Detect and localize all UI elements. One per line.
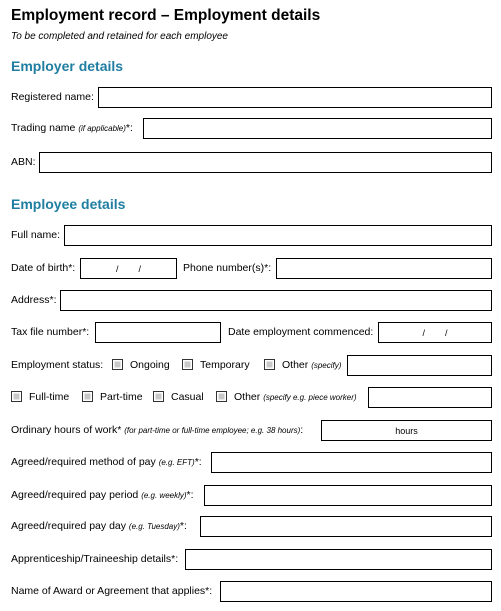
apprenticeship-label: Apprenticeship/Traineeship details*: — [11, 553, 179, 565]
full-name-label: Full name: — [11, 229, 61, 241]
part-time-label: Part-time — [100, 391, 143, 403]
abn-field[interactable] — [39, 152, 492, 173]
abn-label: ABN: — [11, 156, 36, 168]
status-other-field[interactable] — [347, 355, 492, 376]
part-time-checkbox[interactable] — [82, 391, 93, 402]
phone-label: Phone number(s)*: — [183, 262, 272, 274]
ongoing-label: Ongoing — [130, 359, 170, 371]
temporary-checkbox[interactable] — [182, 359, 193, 370]
date-commenced-label: Date employment commenced: — [228, 326, 374, 338]
date-commenced-field[interactable] — [378, 322, 492, 343]
address-label: Address*: — [11, 294, 57, 306]
pay-period-field[interactable] — [204, 485, 492, 506]
temporary-label: Temporary — [200, 359, 250, 371]
type-other-label: Other (specify e.g. piece worker) — [234, 391, 357, 403]
date-separator: / — [138, 263, 142, 274]
ongoing-checkbox[interactable] — [112, 359, 123, 370]
pay-day-field[interactable] — [200, 516, 492, 537]
employer-details-heading: Employer details — [11, 58, 124, 74]
page-subtitle: To be completed and retained for each employee — [11, 31, 228, 42]
registered-name-field[interactable] — [98, 87, 492, 108]
date-of-birth-field[interactable] — [80, 258, 177, 279]
hours-unit: hours — [395, 426, 418, 436]
status-other-checkbox[interactable] — [264, 359, 275, 370]
tax-file-number-label: Tax file number*: — [11, 326, 90, 338]
full-time-checkbox[interactable] — [11, 391, 22, 402]
type-other-field[interactable] — [368, 387, 492, 408]
award-label: Name of Award or Agreement that applies*: — [11, 585, 213, 597]
date-separator: / — [115, 263, 119, 274]
ordinary-hours-label: Ordinary hours of work* (for part-time or full-time employee; e.g. 38 hours): — [11, 424, 304, 436]
employee-details-heading: Employee details — [11, 196, 126, 212]
pay-method-field[interactable] — [211, 452, 492, 473]
employment-status-label: Employment status: — [11, 359, 104, 371]
full-name-field[interactable] — [64, 225, 492, 246]
status-other-label: Other (specify) — [282, 359, 342, 371]
pay-method-label: Agreed/required method of pay (e.g. EFT)*: — [11, 456, 202, 468]
trading-name-label: Trading name (if applicable)*: — [11, 122, 133, 134]
trading-name-field[interactable] — [143, 118, 492, 139]
date-separator: / — [422, 327, 425, 338]
date-separator: / — [445, 327, 448, 338]
phone-field[interactable] — [276, 258, 492, 279]
pay-day-label: Agreed/required pay day (e.g. Tuesday)*: — [11, 520, 187, 532]
full-time-label: Full-time — [29, 391, 70, 403]
type-other-checkbox[interactable] — [216, 391, 227, 402]
award-field[interactable] — [220, 581, 492, 602]
date-of-birth-label: Date of birth*: — [11, 262, 76, 274]
apprenticeship-field[interactable] — [185, 549, 492, 570]
pay-period-label: Agreed/required pay period (e.g. weekly)*: — [11, 489, 194, 501]
tax-file-number-field[interactable] — [95, 322, 221, 343]
casual-label: Casual — [171, 391, 204, 403]
ordinary-hours-field[interactable] — [321, 420, 492, 441]
address-field[interactable] — [60, 290, 492, 311]
casual-checkbox[interactable] — [153, 391, 164, 402]
page-title: Employment record – Employment details — [11, 7, 321, 24]
registered-name-label: Registered name: — [11, 91, 94, 103]
